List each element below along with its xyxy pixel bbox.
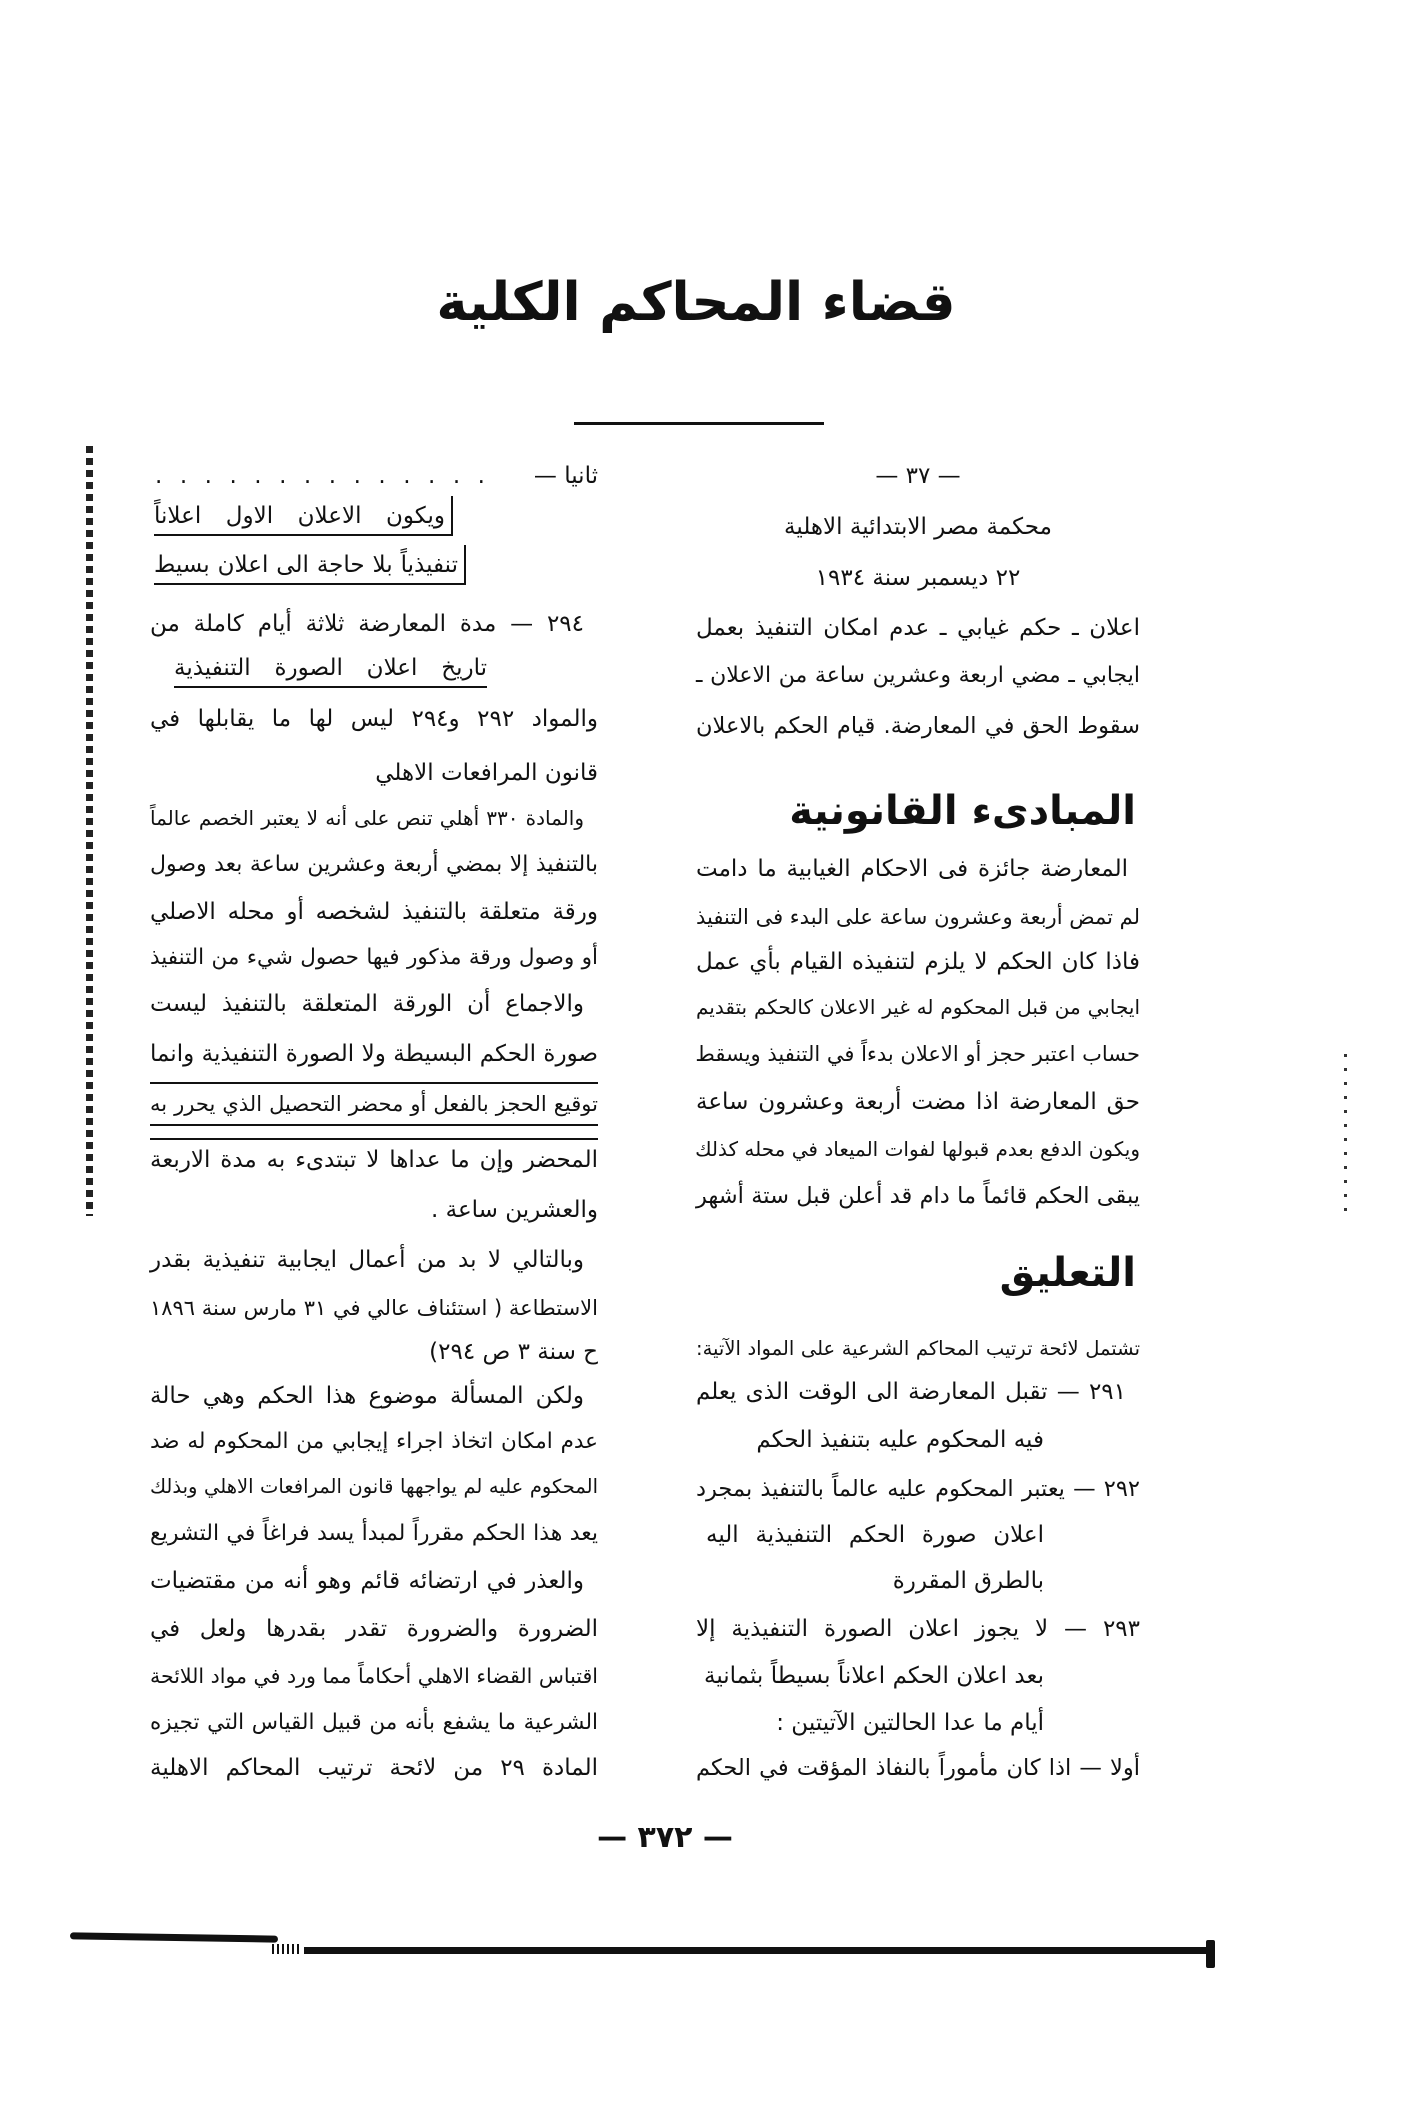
text-line: أيام ما عدا الحالتين الآتيتين : — [776, 1710, 1044, 1736]
text-line: ويكون الدفع بعدم قبولها لفوات الميعاد في محله كذلك — [695, 1137, 1140, 1161]
text-line: الضرورة والضرورة تقدر بقدرها ولعل في — [150, 1616, 598, 1642]
text-line: الشرعية ما يشفع بأنه من قبيل القياس التي تجيزه — [150, 1710, 598, 1735]
item-label: ثانيا — — [533, 463, 598, 489]
text-line: المعارضة جائزة فى الاحكام الغيابية ما دامت — [696, 856, 1128, 882]
text-line: عدم امكان اتخاذ اجراء إيجابي من المحكوم له ضد — [150, 1429, 598, 1454]
text-line: أولا — اذا كان مأموراً بالنفاذ المؤقت في الحكم — [696, 1755, 1140, 1781]
article-line: ٢٩٤ — مدة المعارضة ثلاثة أيام كاملة من — [150, 611, 584, 637]
text-line: يبقى الحكم قائماً ما دام قد أعلن قبل ستة أشهر — [696, 1183, 1140, 1209]
text-line: حق المعارضة اذا مضت أربعة وعشرون ساعة — [696, 1089, 1140, 1115]
text-line: اقتباس القضاء الاهلي أحكاماً مما ورد في مواد اللائحة — [150, 1664, 598, 1688]
text-line: ولكن المسألة موضوع هذا الحكم وهي حالة — [150, 1383, 584, 1409]
article-line: ٢٩٣ — لا يجوز اعلان الصورة التنفيذية إلا — [696, 1616, 1140, 1642]
article-line: ٢٩١ — تقبل المعارضة الى الوقت الذى يعلم — [696, 1379, 1126, 1405]
summary-line: اعلان ـ حكم غيابي ـ عدم امكان التنفيذ بعمل — [696, 615, 1140, 641]
text-line: والمواد ٢٩٢ و٢٩٤ ليس لها ما يقابلها في — [150, 706, 598, 732]
text-line-boxed: ويكون الاعلان الاول اعلاناً — [154, 496, 453, 536]
text-line: ورقة متعلقة بالتنفيذ لشخصه أو محله الاصلي — [150, 899, 598, 925]
text-line: اعلان صورة الحكم التنفيذية اليه — [706, 1522, 1044, 1548]
text-line: المادة ٢٩ من لائحة ترتيب المحاكم الاهلية — [150, 1755, 598, 1781]
margin-dots-artifact — [1344, 1054, 1347, 1216]
court-name: محكمة مصر الابتدائية الاهلية — [784, 514, 1052, 540]
summary-line: سقوط الحق في المعارضة. قيام الحكم بالاعلان — [696, 713, 1140, 739]
summary-line: ايجابي ـ مضي اربعة وعشرين ساعة من الاعلان ـ — [696, 663, 1140, 688]
text-line: والمادة ٣٣٠ أهلي تنص على أنه لا يعتبر الخصم عالماً — [150, 806, 584, 830]
scan-border-artifact — [304, 1947, 1214, 1954]
text-line: بعد اعلان الحكم اعلاناً بسيطاً بثمانية — [704, 1663, 1044, 1689]
text-line: صورة الحكم البسيطة ولا الصورة التنفيذية وانما — [150, 1041, 598, 1067]
scan-border-artifact — [272, 1944, 302, 1954]
scan-border-artifact — [1206, 1940, 1215, 1968]
text-line: ح سنة ٣ ص ٢٩٤) — [429, 1339, 598, 1365]
text-line: بالتنفيذ إلا بمضي أربعة وعشرين ساعة بعد وصول — [150, 852, 598, 877]
article-line: ٢٩٢ — يعتبر المحكوم عليه عالماً بالتنفيذ بمجرد — [696, 1476, 1140, 1502]
text-line: لم تمض أربعة وعشرون ساعة على البدء فى التنفيذ — [696, 905, 1140, 929]
ellipsis-dots: . . . . . . . . . . . . . . — [155, 463, 485, 489]
case-number: — ٣٧ — — [875, 463, 961, 489]
text-line: والعذر في ارتضائه قائم وهو أنه من مقتضيات — [150, 1568, 584, 1594]
text-line: بالطرق المقررة — [892, 1568, 1044, 1594]
commentary-continuation-column — [150, 0, 598, 2126]
text-line: تشتمل لائحة ترتيب المحاكم الشرعية على المواد الآتية: — [696, 1337, 1140, 1360]
text-line: المحضر وإن ما عداها لا تبتدىء به مدة الاربعة — [150, 1138, 598, 1178]
text-line: ايجابي من قبل المحكوم له غير الاعلان كالحكم بتقديم — [696, 995, 1140, 1019]
binding-edge-artifact — [86, 446, 93, 1216]
page-number: — ٣٧٢ — — [597, 1820, 733, 1855]
text-line-underlined: تاريخ اعلان الصورة التنفيذية — [174, 648, 487, 688]
judgment-column — [696, 0, 1140, 2126]
judgment-date: ٢٢ ديسمبر سنة ١٩٣٤ — [815, 565, 1021, 591]
journal-title: قضاء المحاكم الكلية — [436, 272, 956, 333]
text-line: حساب اعتبر حجز أو الاعلان بدءاً في التنفيذ ويسقط — [695, 1042, 1140, 1066]
text-line: والاجماع أن الورقة المتعلقة بالتنفيذ ليست — [150, 991, 584, 1017]
text-line: الاستطاعة ( استئناف عالي في ٣١ مارس سنة ١٨٩٦ — [149, 1296, 598, 1320]
section-heading-commentary: التعليق — [999, 1250, 1136, 1296]
item-line — [150, 456, 598, 496]
text-line-boxed: تنفيذياً بلا حاجة الى اعلان بسيط — [154, 545, 466, 585]
text-line: فاذا كان الحكم لا يلزم لتنفيذه القيام بأي عمل — [696, 949, 1140, 975]
text-line: المحكوم عليه لم يواجهها قانون المرافعات الاهلي وبذلك — [150, 1475, 598, 1498]
text-line: أو وصول ورقة مذكور فيها حصول شيء من التنفيذ — [150, 945, 598, 970]
text-line: قانون المرافعات الاهلي — [375, 760, 598, 786]
text-line: وبالتالي لا بد من أعمال ايجابية تنفيذية بقدر — [150, 1247, 584, 1273]
text-line: فيه المحكوم عليه بتنفيذ الحكم — [756, 1427, 1044, 1453]
text-line-underlined: توقيع الحجز بالفعل أو محضر التحصيل الذي يحرر به — [150, 1082, 598, 1126]
section-heading-principles: المبادىء القانونية — [789, 788, 1136, 834]
text-line: والعشرين ساعة . — [431, 1197, 598, 1223]
text-line: يعد هذا الحكم مقرراً لمبدأ يسد فراغاً في التشريع — [150, 1521, 598, 1546]
